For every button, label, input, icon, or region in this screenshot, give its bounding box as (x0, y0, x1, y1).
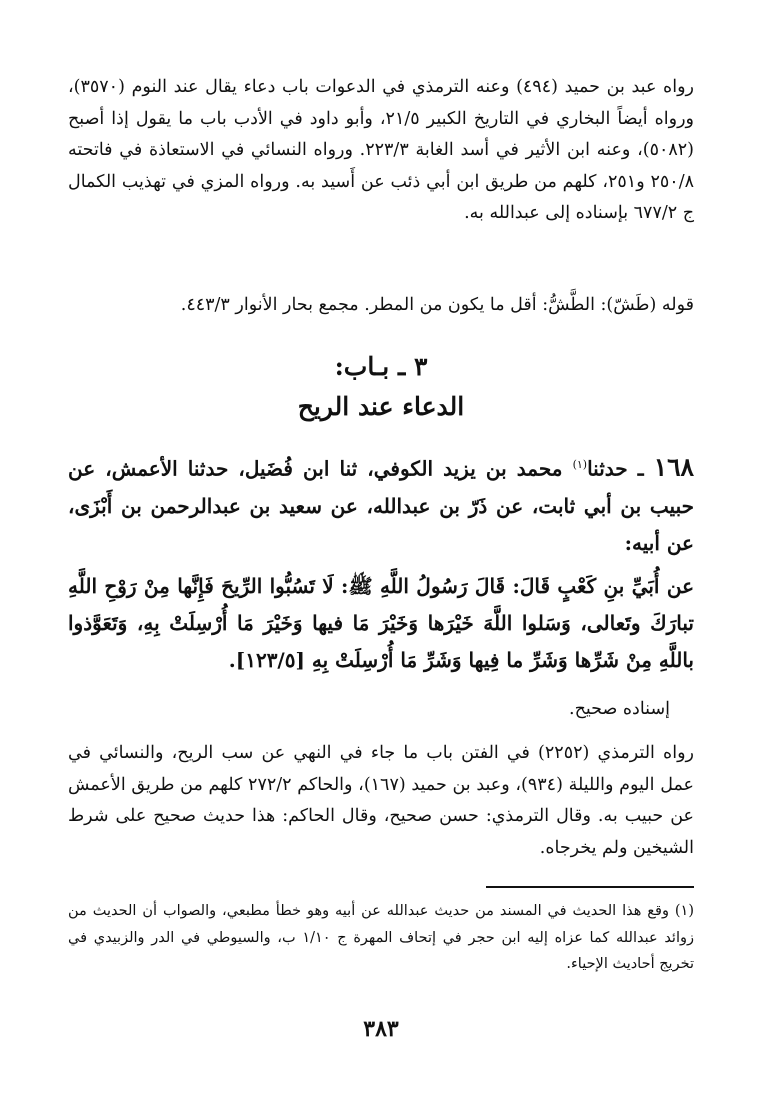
hadith-matn: عن أُبَيِّ بنِ كَعْبٍ قَالَ: قَالَ رَسُولُ اللَّهِ ﷺ: لَا تَسُبُّوا الرِّيحَ فَإِنَّها مِنْ رَوْحِ اللَّهِ تبارَكَ وتَعالى، وَسَلوا اللَّهَ خَيْرَها وَخَيْرَ مَا فيها وَخَيْرَ مَا أُرْسِلَتْ بِهِ، وَتَعَوَّذوا باللَّهِ مِنْ شَرِّها وَشَرِّ ما فِيها وَشَرِّ مَا أُرْسِلَتْ بِهِ [١٢٣/٥]. (68, 574, 695, 672)
gloss-paragraph: قوله (طَشّ): الطَّشُّ: أقل ما يكون من المطر. مجمع بحار الأنوار ٤٤٣/٣. (180, 295, 694, 315)
isnad-lead: ـ حدثنا (587, 456, 644, 481)
takhrij-paragraph-1: رواه عبد بن حميد (٤٩٤) وعنه الترمذي في الدعوات باب دعاء يقال عند النوم (٣٥٧٠)، ورواه أيضاً البخاري في التاريخ الكبير ٢١/٥، وأبو داود في الأدب باب ما يقول إذا أصبح (٥٠٨٢)، وعنه ابن الأثير في أسد الغابة ٢٢٣/٣. ورواه النسائي في الاستعاذة في فاتحته ٢٥٠/٨ و٢٥١، كلهم من طريق ابن أبي ذئب عن أَسيد به. ورواه المزي في تهذيب الكمال ج ٦٧٧/٢ بإسناده إلى عبدالله به. (68, 77, 694, 223)
footnote-ref[interactable]: (١) (572, 458, 588, 471)
takhrij-paragraph-2: رواه الترمذي (٢٢٥٢) في الفتن باب ما جاء في النهي عن سب الريح، والنسائي في عمل اليوم والليلة (٩٣٤)، وعبد بن حميد (١٦٧)، والحاكم ٢٧٢/٢ كلهم من طريق الأعمش عن حبيب به. وقال الترمذي: حسن صحيح، وقال الحاكم: هذا حديث صحيح على شرط الشيخين ولم يخرجاه. (68, 743, 695, 858)
hadith-grade: إسناده صحيح. (569, 699, 670, 719)
isnad-text: محمد بن يزيد الكوفي، ثنا ابن فُضَيل، حدثنا الأعمش، عن حبيب بن أبي ثابت، عن ذَرّ بن عبدالله، عن سعيد بن عبدالرحمن بن أَبْزَى، عن أبيه: (68, 456, 694, 555)
chapter-heading: ٣ ـ بـاب: (334, 352, 428, 381)
footnote: (١) وقع هذا الحديث في المسند من حديث عبدالله عن أبيه وهو خطأ مطبعي، والصواب أن الحديث من زوائد عبدالله كما عزاه إليه ابن حجر في إتحاف المهرة ج ١/١٠ ب، والسيوطي في الدر والزبيدي في تخريج أحاديث الإحياء. (68, 903, 694, 972)
footnote-divider (486, 886, 694, 888)
chapter-title: الدعاء عند الريح (297, 392, 465, 421)
page-number: ٣٨٣ (363, 1016, 399, 1042)
hadith-number: ١٦٨ (653, 452, 694, 482)
hadith-isnad (68, 446, 694, 562)
